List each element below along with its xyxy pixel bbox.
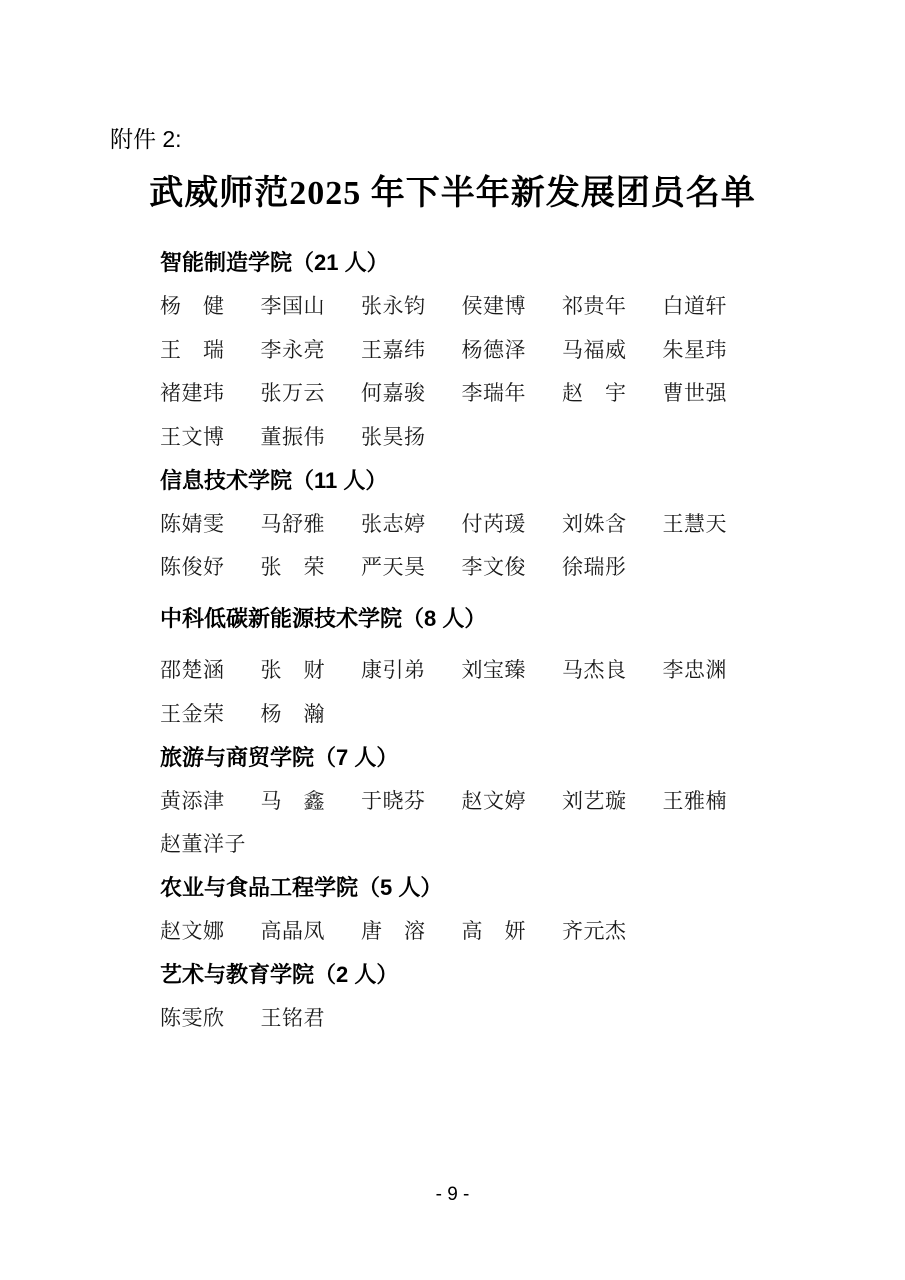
person-name: 杨 瀚	[260, 701, 325, 726]
person-name: 李忠渊	[662, 658, 727, 683]
name-row	[160, 371, 785, 415]
person-name: 杨德泽	[461, 337, 526, 362]
name-row	[160, 648, 785, 692]
section-header: 智能制造学院（21 人）	[160, 250, 389, 276]
person-name: 张昊扬	[361, 424, 426, 449]
person-name: 刘艺璇	[562, 788, 627, 813]
name-row	[160, 822, 785, 866]
name-row	[160, 501, 785, 545]
section	[160, 735, 785, 866]
section-header: 艺术与教育学院（2 人）	[160, 962, 399, 988]
person-name: 王慧天	[662, 511, 727, 536]
person-name: 高 妍	[461, 919, 526, 944]
name-row	[160, 909, 785, 953]
attachment-label: 附件 2:	[110, 126, 182, 152]
person-name: 邵楚涵	[160, 658, 225, 683]
section	[160, 596, 785, 735]
person-name: 严天昊	[361, 555, 426, 580]
person-name: 陈婧雯	[160, 511, 225, 536]
page-number: - 9 -	[435, 1184, 470, 1205]
person-name: 马杰良	[562, 658, 627, 683]
person-name: 王 瑞	[160, 337, 225, 362]
section-header: 旅游与商贸学院（7 人）	[160, 744, 399, 770]
name-row	[160, 327, 785, 371]
person-name: 何嘉骏	[361, 381, 426, 406]
section-header: 中科低碳新能源技术学院（8 人）	[160, 606, 487, 632]
person-name: 张永钧	[361, 294, 426, 319]
person-name: 张 财	[260, 658, 325, 683]
section	[160, 952, 785, 1039]
person-name: 王铭君	[260, 1006, 325, 1031]
person-name: 马舒雅	[260, 511, 325, 536]
person-name: 朱星玮	[662, 337, 727, 362]
person-name: 张志婷	[361, 511, 426, 536]
person-name: 曹世强	[662, 381, 727, 406]
person-name: 白道轩	[662, 294, 727, 319]
person-name: 唐 溶	[361, 919, 426, 944]
section-header: 农业与食品工程学院（5 人）	[160, 875, 443, 901]
section	[160, 865, 785, 952]
person-name: 刘姝含	[562, 511, 627, 536]
person-name: 王雅楠	[662, 788, 727, 813]
person-name: 祁贵年	[562, 294, 627, 319]
person-name: 付芮瑗	[461, 511, 526, 536]
name-row	[160, 996, 785, 1040]
person-name: 张 荣	[260, 555, 325, 580]
person-name: 齐元杰	[562, 919, 627, 944]
name-row	[160, 414, 785, 458]
person-name: 杨 健	[160, 294, 225, 319]
section-header-line	[160, 735, 785, 779]
person-name: 李永亮	[260, 337, 325, 362]
person-name: 王嘉纬	[361, 337, 426, 362]
name-row	[160, 284, 785, 328]
person-name: 李国山	[260, 294, 325, 319]
document-title: 武威师范2025 年下半年新发展团员名单	[149, 175, 756, 212]
person-name: 高晶凤	[260, 919, 325, 944]
person-name: 王文博	[160, 424, 225, 449]
person-name: 张万云	[260, 381, 325, 406]
name-row	[160, 545, 785, 589]
person-name: 褚建玮	[160, 381, 225, 406]
person-name: 刘宝臻	[461, 658, 526, 683]
person-name: 陈雯欣	[160, 1006, 225, 1031]
person-name: 董振伟	[260, 424, 325, 449]
section-header: 信息技术学院（11 人）	[160, 467, 388, 493]
person-name: 马福威	[562, 337, 627, 362]
person-name: 于晓芬	[361, 788, 426, 813]
name-row	[160, 778, 785, 822]
person-name: 赵 宇	[562, 381, 627, 406]
person-name: 李瑞年	[461, 381, 526, 406]
person-name: 马 鑫	[260, 788, 325, 813]
section	[160, 458, 785, 589]
person-name: 李文俊	[461, 555, 526, 580]
person-name: 陈俊妤	[160, 555, 225, 580]
section-header-line	[160, 952, 785, 996]
name-row	[160, 691, 785, 735]
section	[160, 240, 785, 458]
person-name: 徐瑞彤	[562, 555, 627, 580]
person-name: 康引弟	[361, 658, 426, 683]
person-name: 赵文婷	[461, 788, 526, 813]
person-name: 侯建博	[461, 294, 526, 319]
document-body	[160, 240, 785, 1039]
section-header-line	[160, 240, 785, 284]
section-header-line	[160, 458, 785, 502]
person-name: 赵文娜	[160, 919, 225, 944]
person-name: 赵董洋子	[160, 832, 246, 857]
section-header-line	[160, 596, 785, 640]
person-name: 黄添津	[160, 788, 225, 813]
person-name: 王金荣	[160, 701, 225, 726]
section-header-line	[160, 865, 785, 909]
